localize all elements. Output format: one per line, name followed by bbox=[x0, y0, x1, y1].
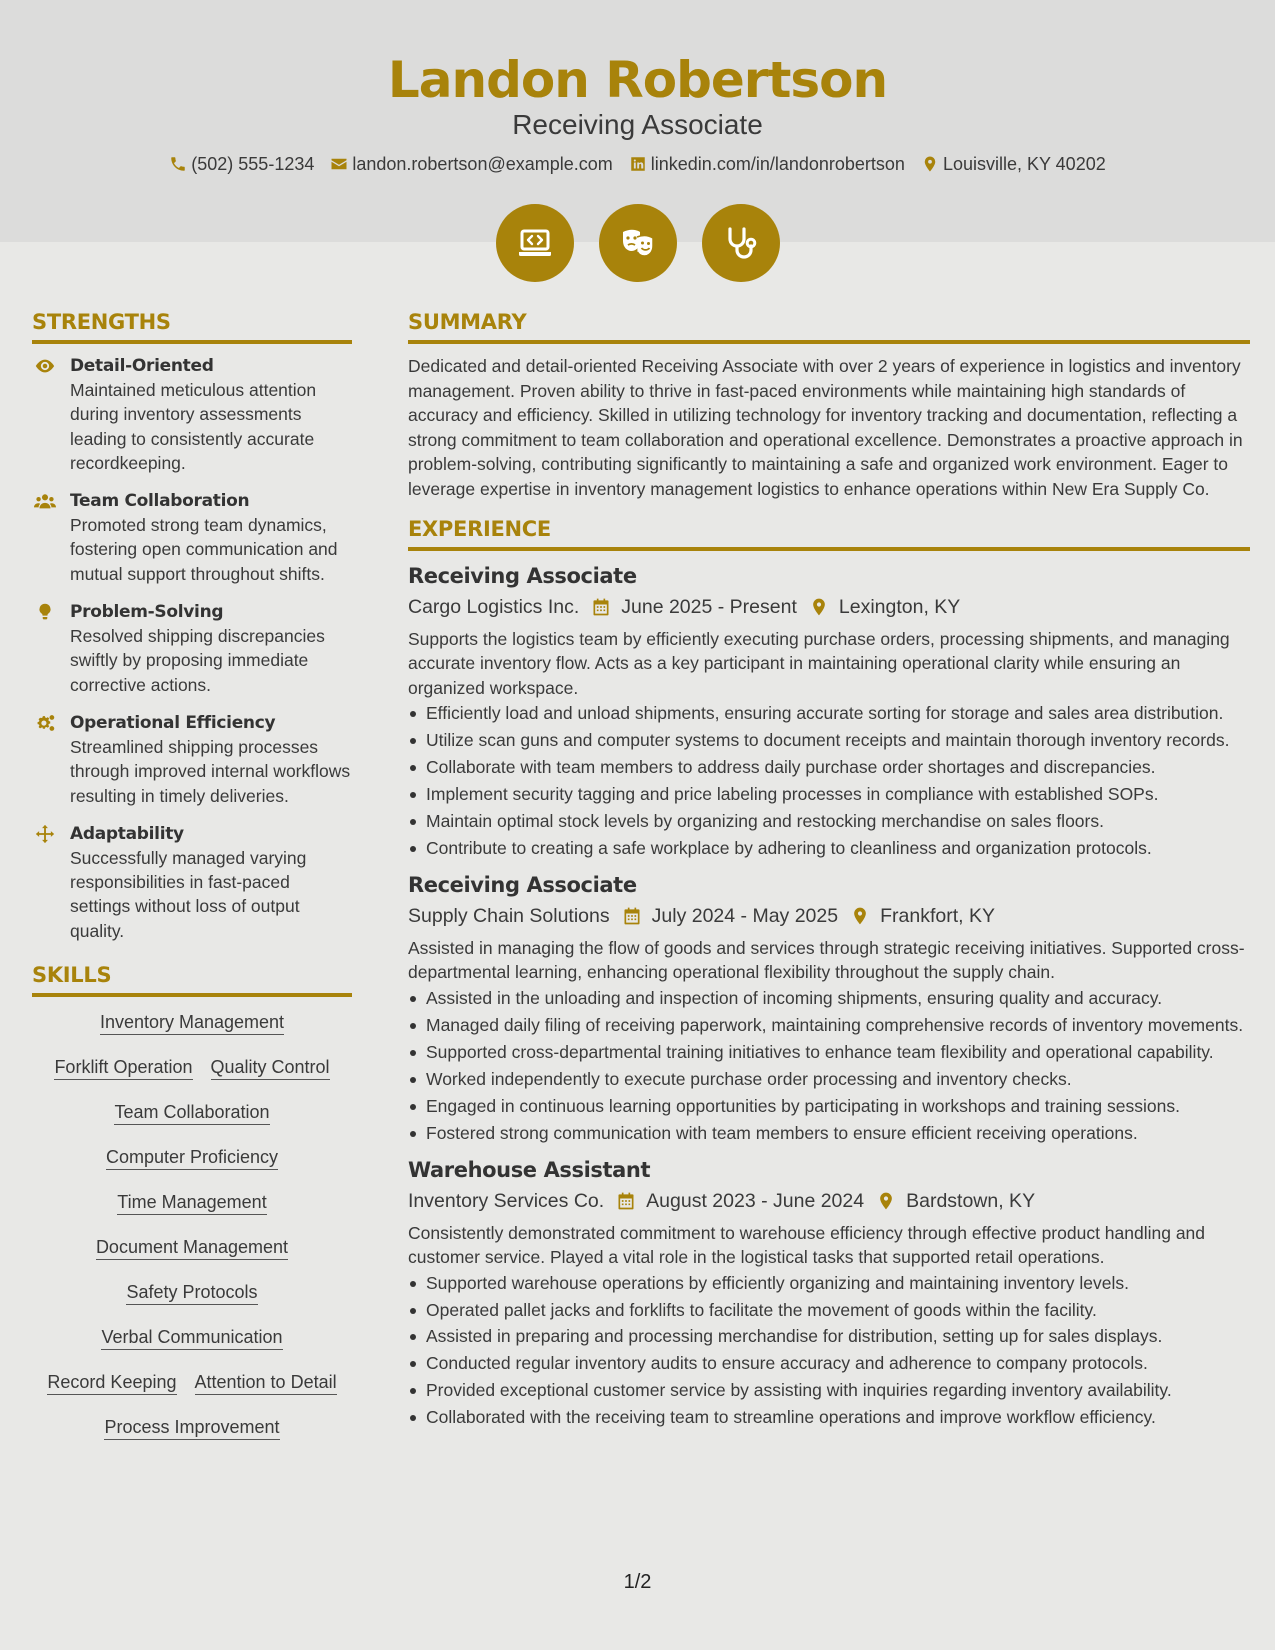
job-description: Consistently demonstrated commitment to warehouse efficiency through effective product handling and customer service. Played a vital role in the logistical tasks that supported retail operations. bbox=[408, 1222, 1206, 1268]
job-entry bbox=[408, 1155, 1250, 1430]
strength-text: Promoted strong team dynamics, fostering open communication and mutual support throughout shifts. bbox=[70, 515, 338, 584]
bullet-item: Supported cross-departmental training initiatives to enhance team flexibility and operational capability. bbox=[408, 1040, 1250, 1064]
job-company: Cargo Logistics Inc. bbox=[408, 596, 580, 618]
users-icon bbox=[34, 491, 56, 511]
job-entry bbox=[408, 561, 1250, 860]
stethoscope-icon bbox=[721, 223, 761, 263]
strength-item bbox=[32, 822, 352, 943]
job-bullets bbox=[408, 701, 1250, 860]
job-location: Lexington, KY bbox=[838, 596, 961, 618]
bullet-item: Conducted regular inventory audits to ensure accuracy and adherence to company protocols. bbox=[408, 1351, 1250, 1375]
skill-tag: Forklift Operation bbox=[54, 1056, 192, 1080]
job-bullets bbox=[408, 986, 1250, 1145]
strength-text: Resolved shipping discrepancies swiftly by proposing immediate corrective actions. bbox=[70, 626, 325, 695]
linkedin-icon bbox=[629, 155, 647, 173]
bullet-item: Provided exceptional customer service by assisting with inquiries regarding inventory availability. bbox=[408, 1378, 1250, 1402]
strength-text: Maintained meticulous attention during inventory assessments leading to consistently accurate recordkeeping. bbox=[70, 380, 317, 473]
envelope-icon bbox=[330, 155, 348, 173]
bullet-item: Collaborate with team members to address daily purchase order shortages and discrepancies. bbox=[408, 755, 1250, 779]
skill-tag: Document Management bbox=[96, 1236, 288, 1260]
map-pin-icon bbox=[850, 906, 870, 926]
job-location: Bardstown, KY bbox=[906, 1189, 1036, 1212]
job-bullets bbox=[408, 1271, 1250, 1430]
bullet-item: Efficiently load and unload shipments, ensuring accurate sorting for storage and sales area distribution. bbox=[408, 701, 1250, 725]
job-company: Inventory Services Co. bbox=[408, 1189, 605, 1212]
laptop-code-badge bbox=[496, 204, 574, 282]
skill-tag: Attention to Detail bbox=[195, 1371, 337, 1395]
summary-heading: SUMMARY bbox=[408, 308, 1250, 344]
strength-heading: Operational Efficiency bbox=[70, 712, 276, 733]
strength-item bbox=[32, 354, 352, 475]
contact-location bbox=[921, 152, 1106, 176]
bullet-item: Contribute to creating a safe workplace by adhering to cleanliness and organization protocols. bbox=[408, 836, 1250, 860]
skill-tag: Computer Proficiency bbox=[106, 1146, 278, 1170]
bullet-item: Supported warehouse operations by efficiently organizing and maintaining inventory levels. bbox=[408, 1271, 1250, 1295]
bullet-item: Fostered strong communication with team members to ensure efficient receiving operations. bbox=[408, 1121, 1250, 1145]
stethoscope-badge bbox=[702, 204, 780, 282]
job-title: Receiving Associate bbox=[408, 564, 637, 588]
phone-icon bbox=[169, 155, 187, 173]
bullet-item: Collaborated with the receiving team to streamline operations and improve workflow efficiency. bbox=[408, 1405, 1250, 1429]
interest-badges bbox=[0, 204, 1275, 282]
strength-heading: Problem-Solving bbox=[70, 602, 224, 623]
location-text: Louisville, KY 40202 bbox=[942, 154, 1106, 174]
bullet-item: Managed daily filing of receiving paperwork, maintaining comprehensive records of inventory movements. bbox=[408, 1013, 1250, 1037]
skill-tag: Team Collaboration bbox=[114, 1101, 269, 1125]
strength-heading: Adaptability bbox=[70, 823, 184, 844]
strength-item bbox=[32, 489, 352, 586]
calendar-icon bbox=[591, 597, 611, 617]
summary-text: Dedicated and detail-oriented Receiving Associate with over 2 years of experience in logistics and inventory management. Proven ability to thrive in fast-paced environments while maintaining high standards of accuracy and efficiency. Skilled in utilizing technology for inventory tracking and documentation, reflecting a strong commitment to team collaboration and operational excellence. Demonstrates a proactive approach in problem-solving, contributing significantly to maintaining a safe and organized work environment. Eager to leverage expertise in inventory management logistics to enhance operations within New Era Supply Co. bbox=[408, 356, 1243, 499]
left-column bbox=[32, 308, 352, 1461]
masks-theater-badge bbox=[599, 204, 677, 282]
strengths-heading: STRENGTHS bbox=[32, 308, 352, 344]
strength-heading: Team Collaboration bbox=[70, 491, 250, 512]
job-location: Frankfort, KY bbox=[880, 905, 995, 928]
bullet-item: Maintain optimal stock levels by organizing and restocking merchandise on sales floors. bbox=[408, 809, 1250, 833]
phone-text: (502) 555-1234 bbox=[191, 154, 315, 174]
bullet-item: Assisted in the unloading and inspection of incoming shipments, ensuring quality and accuracy. bbox=[408, 986, 1250, 1010]
job-meta bbox=[408, 900, 1250, 932]
page-number: 1/2 bbox=[623, 1571, 652, 1593]
map-pin-icon bbox=[876, 1191, 896, 1211]
bullet-item: Assisted in preparing and processing merchandise for distribution, setting up for sales displays. bbox=[408, 1324, 1250, 1348]
skill-tag: Quality Control bbox=[211, 1056, 330, 1080]
strength-item bbox=[32, 711, 352, 808]
bullet-item: Engaged in continuous learning opportunities by participating in workshops and training sessions. bbox=[408, 1094, 1250, 1118]
laptop-code-icon bbox=[515, 223, 555, 263]
strength-text: Successfully managed varying responsibilities in fast-paced settings without loss of output quality. bbox=[70, 847, 307, 941]
skill-tag: Process Improvement bbox=[104, 1416, 279, 1440]
job-dates: August 2023 - June 2024 bbox=[646, 1189, 865, 1212]
bullet-item: Implement security tagging and price labeling processes in compliance with established SOPs. bbox=[408, 782, 1250, 806]
skill-tag: Safety Protocols bbox=[126, 1281, 257, 1305]
strength-text: Streamlined shipping processes through improved internal workflows resulting in timely deliveries. bbox=[70, 736, 351, 806]
eye-icon bbox=[34, 356, 56, 376]
job-dates: June 2025 - Present bbox=[621, 596, 797, 618]
linkedin-text: linkedin.com/in/landonrobertson bbox=[650, 154, 905, 174]
job-description: Assisted in managing the flow of goods and services through strategic receiving initiatives. Supported cross-departmental learning, enhancing operational flexibility throughout the supply chain. bbox=[408, 938, 1245, 983]
lightbulb-icon bbox=[34, 602, 56, 622]
right-column bbox=[408, 308, 1250, 1440]
skill-tag: Verbal Communication bbox=[101, 1326, 282, 1350]
candidate-name: Landon Robertson bbox=[387, 51, 888, 109]
contact-email[interactable] bbox=[330, 152, 612, 176]
job-title: Receiving Associate bbox=[408, 873, 637, 898]
job-title: Warehouse Assistant bbox=[408, 1157, 651, 1182]
arrows-move-icon bbox=[34, 824, 56, 844]
job-description: Supports the logistics team by efficiently executing purchase orders, processing shipments, and managing accurate inventory flow. Acts as a key participant in maintaining operational clarity while ensuring an organized workspace. bbox=[408, 629, 1230, 698]
contact-phone[interactable] bbox=[169, 152, 314, 176]
gears-icon bbox=[34, 713, 56, 733]
skills-heading: SKILLS bbox=[32, 961, 352, 997]
skill-tag: Record Keeping bbox=[47, 1371, 176, 1395]
job-meta bbox=[408, 591, 1250, 623]
bullet-item: Utilize scan guns and computer systems to document receipts and maintain thorough inventory records. bbox=[408, 728, 1250, 752]
contact-bar bbox=[0, 152, 1275, 176]
job-dates: July 2024 - May 2025 bbox=[651, 905, 839, 928]
job-meta bbox=[408, 1185, 1250, 1217]
map-pin-icon bbox=[921, 155, 939, 173]
masks-theater-icon bbox=[618, 223, 658, 263]
contact-linkedin[interactable] bbox=[629, 152, 905, 176]
map-pin-icon bbox=[809, 597, 829, 617]
bullet-item: Worked independently to execute purchase order processing and inventory checks. bbox=[408, 1067, 1250, 1091]
experience-heading: EXPERIENCE bbox=[408, 515, 1250, 551]
skill-tag: Inventory Management bbox=[100, 1011, 284, 1035]
job-entry bbox=[408, 870, 1250, 1145]
skills-list bbox=[32, 1011, 352, 1440]
strength-item bbox=[32, 600, 352, 697]
candidate-title: Receiving Associate bbox=[512, 109, 763, 140]
bullet-item: Operated pallet jacks and forklifts to facilitate the movement of goods within the facility. bbox=[408, 1298, 1250, 1322]
skill-tag: Time Management bbox=[117, 1191, 266, 1215]
strength-heading: Detail-Oriented bbox=[70, 356, 214, 376]
calendar-icon bbox=[616, 1191, 636, 1211]
email-text: landon.robertson@example.com bbox=[352, 154, 613, 174]
job-company: Supply Chain Solutions bbox=[408, 905, 610, 928]
calendar-icon bbox=[622, 906, 642, 926]
